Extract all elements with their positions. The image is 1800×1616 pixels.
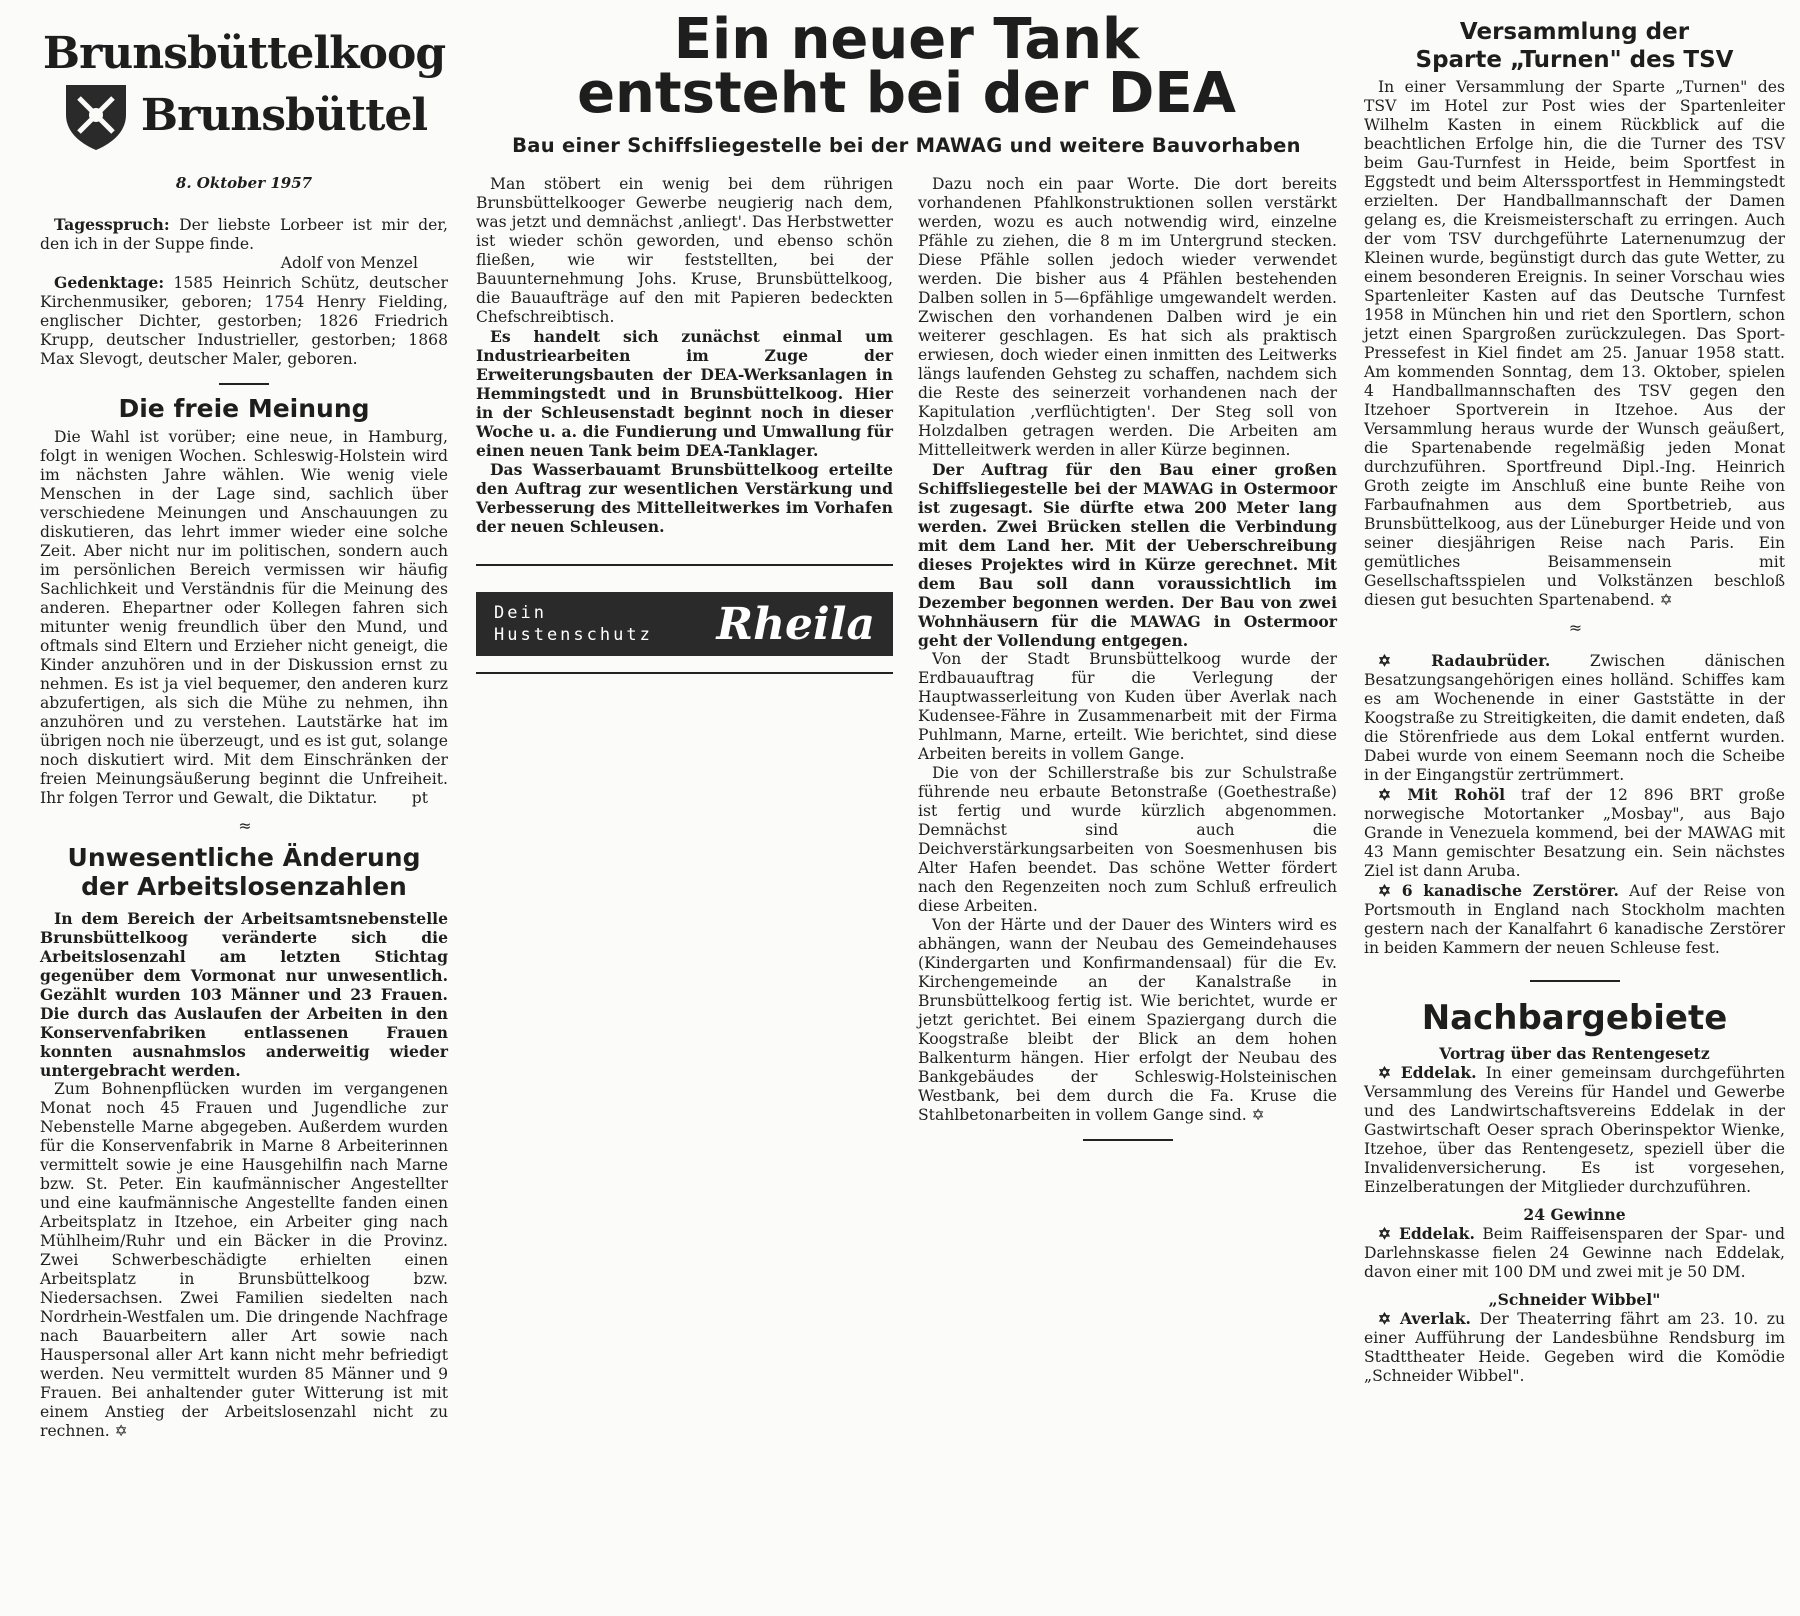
divider [219,383,269,385]
tagesspruch-text: Der liebste Lorbeer ist mir der, den ich in der Suppe finde. [40,216,448,253]
article-title: Unwesentliche Änderung der Arbeitslosenzahlen [67,843,421,901]
headline-subtitle: Bau einer Schiffsliegestelle bei der MAWAG und weitere Bauvorhaben [512,134,1301,157]
masthead-subtitle: Brunsbüttel [140,90,428,141]
gedenktage-label: Gedenktage: [54,273,165,292]
column-dea-article [476,175,893,674]
news-item [1364,1063,1785,1197]
coat-of-arms-icon [61,80,131,152]
ad-line-1: Dein [494,603,547,623]
article-lead: In dem Bereich der Arbeitsamtsnebenstelle Brunsbüttelkoog veränderte sich die Arbeitslosenzahl am letzten Stichtag gegenüber dem Vormonat nur unwesentlich. Gezählt wurden 103 Männer und 23 Frauen. Die durch das Auslaufen der Arbeiten in den Konservenfabriken entlassenen Frauen konnten ausnahmslos anderweitig wieder untergebracht werden. [40,909,448,1080]
section-ornament: ≈ [1568,618,1581,637]
gedenktage-text: 1585 Heinrich Schütz, deutscher Kirchenmusiker, geboren; 1754 Henry Fielding, englischer Dichter, gestorben; 1826 Friedrich Krupp, deutscher Industrieller, gestorben; 1868 Max Slevogt, deutscher Maler, geboren. [40,274,448,368]
news-item-label: ✡ Averlak. [1378,1309,1471,1328]
divider [476,672,893,674]
article-body-bold: Das Wasserbauamt Brunsbüttelkoog erteilte den Auftrag zur wesentlichen Verstärkung und Verbesserung des Mittelleitwerkes im Vorhafen der neuen Schleusen. [476,460,893,536]
news-item-label: ✡ Eddelak. [1378,1224,1475,1243]
ad-line-2: Hustenschutz [494,625,653,645]
article-body-bold: Es handelt sich zunächst einmal um Industriearbeiten im Zuge der Erweiterungsbauten der DEA-Werksanlagen in Hemmingstedt und in Brunsbüttelkoog. Hier in der Schleusenstadt beginnt noch in dieser Woche u. a. die Fundierung und Umwallung für einen neuen Tank beim DEA-Tanklager. [476,327,893,460]
news-item [1364,1224,1785,1282]
news-item-label: ✡ 6 kanadische Zerstörer. [1378,881,1619,900]
news-item-text: Der Theaterring fährt am 23. 10. zu einer Aufführung der Landesbühne Rendsburg im Stadttheater Heide. Gegeben wird die Komödie „Schneider Wibbel". [1364,1310,1786,1385]
article-body: In einer Versammlung der Sparte „Turnen" des TSV im Hotel zur Post wies der Spartenleiter Wilhelm Kasten in einem Rückblick auf die beachtlichen Erfolge hin, die die Turner des TSV beim Gau-Turnfest in Heide, beim Sportfest in Eggstedt und beim Alterssportfest in Hemmingstedt erzielten. Der Handballmannschaft der Damen gelang es, die Kreismeisterschaft zu erringen. Auch der vom TSV durchgeführte Laternenumzug der Kleinen wurde, begünstigt durch das gute Wetter, zu einem besonderen Ereignis. In seiner Vorschau wies Spartenleiter Kasten auf das Deutsche Turnfest 1958 in München hin und riet den Sportlern, schon jetzt einen Spargroßen zurückzulegen. Das Sport-Pressefest in Kiel findet am 25. Januar 1958 statt. Am kommenden Sonntag, dem 13. Oktober, spielen 4 Handballmannschaften des TSV gegen den Itzehoer Sportverein in Itzehoe. Aus der Versammlung heraus wurde der Wunsch geäußert, die Spartenabende regelmäßig jeden Monat durchzuführen. Sportfreund Dipl.-Ing. Heinrich Groth zeigte im Anschluß eine bunte Reihe von Farbaufnahmen aus dem Sportbetrieb, aus Brunsbüttelkoog, aus der Lüneburger Heide und von seiner diesjährigen Reise nach Paris. Ein gemütliches Beisammensein mit Gesellschaftsspielen und Volkstänzen beschloß diesen gut besuchten Spartenabend. ✡ [1364,78,1785,609]
author-sign: pt [411,789,428,807]
news-item-label: ✡ Eddelak. [1378,1063,1477,1082]
masthead-title: Brunsbüttelkoog [42,28,446,79]
tagesspruch-label: Tagesspruch: [54,215,170,234]
article-title-line-2: Sparte „Turnen" des TSV [1415,47,1734,73]
news-item [1364,881,1785,958]
news-item-label: ✡ Mit Rohöl [1378,785,1506,804]
column-local-news [40,28,448,1441]
divider [1083,1139,1173,1141]
section-ornament: ≈ [238,816,250,835]
article-body-bold: Der Auftrag für den Bau einer großen Schiffsliegestelle bei der MAWAG in Ostermoor ist zugesagt. Sie dürfte etwa 200 Meter lang werden. Zwei Brücken stellen die Verbindung mit dem Land her. Mit der Ueberschreibung dieses Projektes wird in Kürze gerechnet. Mit dem Bau soll dann voraussichtlich im Dezember begonnen werden. Der Bau von zwei Wohnhäusern für die MAWAG in Ostermoor geht der Vollendung entgegen. [918,460,1337,650]
ad-brand-logo: Rheila [716,598,875,650]
article-title-line-1: Versammlung der [1459,19,1690,45]
article-body: Die Wahl ist vorüber; eine neue, in Hamburg, folgt in wenigen Wochen. Schleswig-Holstein wird im nächsten Jahre wählen. Wie wenig viele Menschen in der Lage sind, sachlich über verschiedene Meinungen und Anschauungen zu diskutieren, das lehrt immer wieder eine solche Zeit. Aber nicht nur im politischen, sondern auch im persönlichen Bereich vermissen wir häufig Sachlichkeit und Verständnis für die Meinung des anderen. Ehepartner oder Kollegen fahren sich mitunter wenig freundlich über den Mund, und oftmals sind Eltern und Erzieher nicht geneigt, die Kinder anzuhören und in der Diskussion ernst zu nehmen. Es ist ja viel bequemer, den anderen kurz abzufertigen, als sich die Mühe zu nehmen, ihn anzuhören und zu verstehen. Lautstärke hat im übrigen noch nie überzeugt, und es ist gut, solange noch diskutiert wird. Mit dem Einschränken der freien Meinungsäußerung beginnt die Unfreiheit. Ihr folgen Terror und Gewalt, die Diktatur. [40,428,448,807]
news-item [1364,651,1785,785]
article-body: Dazu noch ein paar Worte. Die dort bereits vorhandenen Pfahlkonstruktionen sollen verstärkt werden, wozu es auch notwendig wird, einzelne Pfähle zu ziehen, die 8 m im Untergrund stecken. Diese Pfähle sollen jedoch wieder verwendet werden. Die bisher aus 4 Pfählen bestehenden Dalben sollen in 5—6pfählige umgewandelt werden. Zwischen den vorhandenen Dalben wird je ein weiterer geschlagen. Es hat sich als praktisch erwiesen, doch wieder einen inmitten des Leitwerks längs laufenden Gehsteg zu schaffen, nachdem sich die Reste des seinerzeit vorhandenen nach der Kapitulation ‚verflüchtigten'. Der Steg soll von Holzdalben getragen werden. Die Arbeiten am Mittelleitwerk werden in aller Kürze beginnen. [918,175,1337,459]
section-title-nachbargebiete: Nachbargebiete [1421,998,1728,1038]
headline-line-1: Ein neuer Tank [673,7,1140,72]
subheading: „Schneider Wibbel" [1488,1290,1661,1309]
masthead [40,28,448,193]
article-body: Man stöbert ein wenig bei dem rührigen Brunsbüttelkooger Gewerbe neugierig nach dem, was jetzt und demnächst ‚anliegt'. Das Herbstwetter ist wieder schön geworden, und ebenso schön fließen, wie wir feststellten, bei der Bauunternehmung Johs. Kruse, Brunsbüttelkoog, die Bauaufträge auf den mit Papieren bedeckten Chefschreibtisch. [476,175,893,326]
news-item-text: Beim Raiffeisensparen der Spar- und Darlehnskasse fielen 24 Gewinne nach Eddelak, davon einer mit 100 DM und zwei mit je 50 DM. [1364,1225,1785,1281]
news-item-label: ✡ Radaubrüder. [1378,651,1551,670]
news-item-text: In einer gemeinsam durchgeführten Versammlung des Vereins für Handel und Gewerbe und des Landwirtschaftsvereins Eddelak in der Gastwirtschaft Oeser sprach Oberinspektor Wienke, Itzehoe, über das Rentengesetz, speziell über die Invalidenversicherung. Es ist vorgesehen, Einzelberatungen der Mitglieder durchzuführen. [1364,1064,1785,1196]
headline-line-2: entsteht bei der DEA [577,61,1236,126]
column-sports-and-region [1364,18,1785,1386]
news-item-text: Zwischen dänischen Besatzungsangehörigen eines holländ. Schiffes kam es am Wochenende in einer Gaststätte in der Koogstraße zu Streitigkeiten, die damit endeten, daß die Störenfriede aus dem Lokal entfernt wurden. Dabei wurde von einem Seemann noch die Scheibe in der Eingangstür zertrümmert. [1364,652,1785,784]
article-body: Zum Bohnenpflücken wurden im vergangenen Monat noch 45 Frauen und Jugendliche zur Nebenstelle Marne abgegeben. Außerdem wurden für die Konservenfabrik in Marne 8 Arbeiterinnen vermittelt sowie je eine Hausgehilfin nach Marne bzw. St. Peter. Ein kaufmännischer Angestellter und eine kaufmännische Angestellte fanden einen Arbeitsplatz in Itzehoe, ein Arbeiter ging nach Mühlheim/Ruhr und ein Bäcker in die Provinz. Zwei Schwerbeschädigte erhielten einen Arbeitsplatz in Brunsbüttelkoog bzw. Niedersachsen. Zwei Familien siedelten nach Nordrhein-Westfalen um. Die dringende Nachfrage nach Bauarbeitern aller Art sowie nach Hauspersonal aller Art kann nicht mehr befriedigt werden. Neu vermittelt wurden 85 Männer und 9 Frauen. Bei anhaltender guter Witterung ist mit einem Anstieg der Arbeitslosenzahl nicht zu rechnen. ✡ [40,1080,448,1440]
article-body: Von der Härte und der Dauer des Winters wird es abhängen, wann der Neubau des Gemeindehauses (Kindergarten und Konfirmandensaal) für die Ev. Kirchengemeinde an der Kanalstraße in Brunsbüttelkoog fertig ist. Wie berichtet, wurde er jetzt gerichtet. Bei einem Spaziergang durch die Koogstraße bleibt der Blick an dem hohen Balkenturm hängen. Hier erfolgt der Neubau des Bankgebäudes der Schleswig-Holsteinischen Westbank, bei dem durch die Fa. Kruse die Stahlbetonarbeiten in vollem Gange sind. ✡ [918,916,1337,1124]
article-title: Die freie Meinung [118,394,370,423]
article-title [1364,18,1785,74]
subheading: Vortrag über das Rentengesetz [1439,1044,1710,1063]
tagesspruch-author: Adolf von Menzel [280,254,418,272]
tagesspruch [40,215,448,254]
gedenktage [40,273,448,369]
subheading: 24 Gewinne [1523,1205,1626,1224]
main-headline [476,7,1337,157]
column-dea-article-continued [918,175,1337,1155]
issue-date: 8. Oktober 1957 [175,174,313,192]
news-item-text: traf der 12 896 BRT große norwegische Motortanker „Mosbay", aus Bajo Grande in Venezuela kommend, bei der MAWAG mit 43 Mann gemischter Besatzung ein. Sein nächstes Ziel ist dann Aruba. [1364,786,1785,880]
article-body: Die von der Schillerstraße bis zur Schulstraße führende neu erbaute Betonstraße (Goethestraße) ist fertig und wurde kürzlich abgenommen. Demnächst sind auch die Deichverstärkungsarbeiten von Soesmenhusen bis Alter Hafen beendet. Das schöne Wetter fördert nach den Regenzeiten noch zum Schluß erfreulich diese Arbeiten. [918,764,1337,915]
divider [1530,980,1620,982]
news-item [1364,785,1785,881]
news-item-text: Auf der Reise von Portsmouth in England nach Stockholm machten gestern nach der Kanalfahrt 6 kanadische Zerstörer in beiden Kammern der neuen Schleuse fest. [1364,882,1785,957]
advertisement-rheila [476,592,893,656]
article-body: Von der Stadt Brunsbüttelkoog wurde der Erdbauauftrag für die Verlegung der Hauptwasserleitung von Kuden über Averlak nach Kudensee-Fähre in Zusammenarbeit mit der Firma Puhlmann, Marne, erteilt. Wie berichtet, sind diese Arbeiten bereits in vollem Gange. [918,650,1337,763]
divider [476,564,893,566]
news-item [1364,1309,1785,1386]
